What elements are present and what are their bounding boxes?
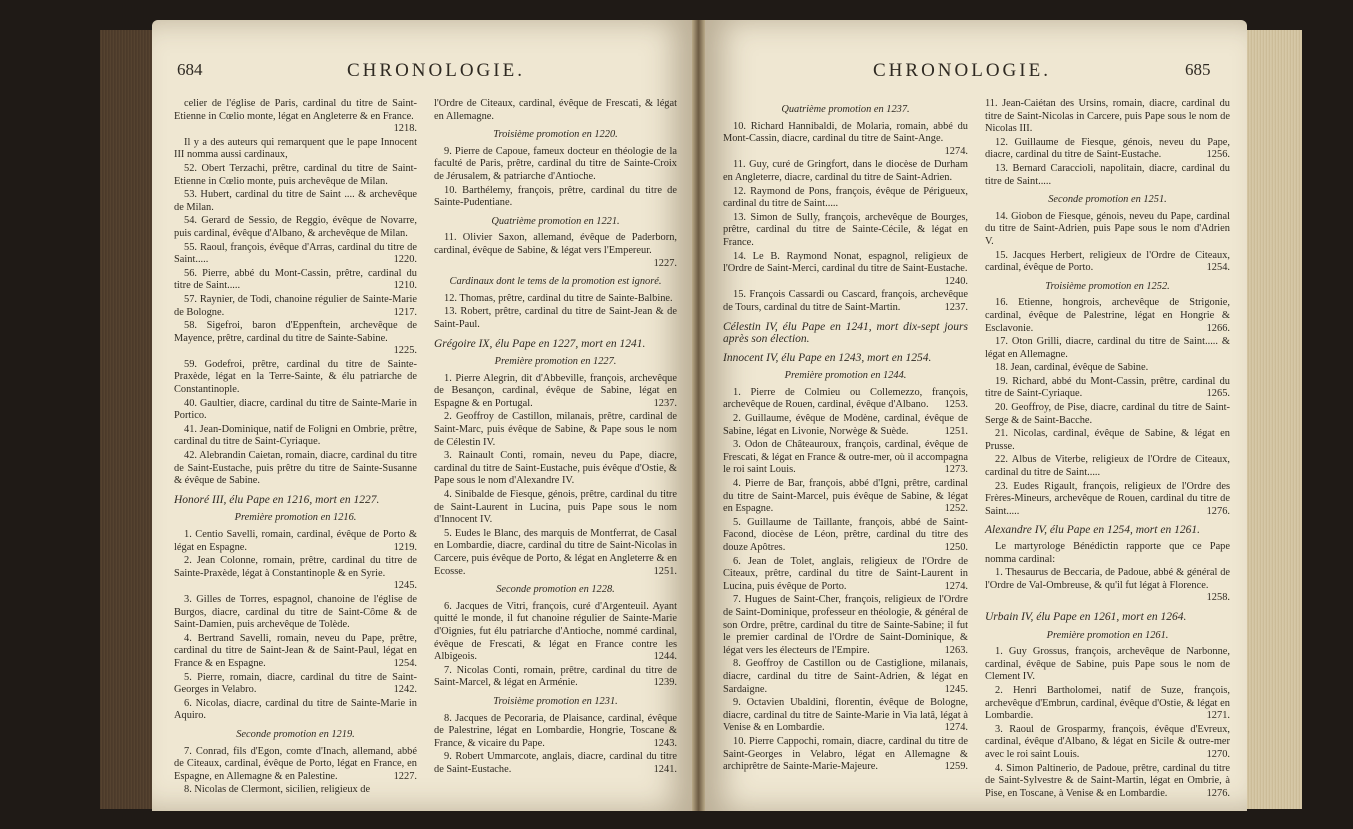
entry [434,665,677,690]
entry-text: 9. Octavien Ubaldini, florentin, évêque de Bologne, diacre, cardinal du titre de Sainte-Marie in Via latâ, légat à Venise & en Lombardie. [723,697,968,734]
entry [985,646,1230,684]
entry [174,746,417,784]
entry [723,658,968,696]
section-heading: Troisième promotion en 1252. [1045,280,1170,292]
entry [174,398,417,423]
entry-year: 1241. [653,763,677,775]
entry [174,784,417,797]
entry [434,146,677,184]
entry [723,289,968,314]
entry-text: Le martyrologe Bénédictin rapporte que ce Pape nomma cardinal: [985,541,1230,565]
entry-year: 1245. [944,683,968,695]
pope-heading: Célestin IV, élu Pape en 1241, mort dix-sept jours après son élection. [723,320,968,346]
entry-year: 1242. [393,684,417,696]
entry [434,450,677,488]
entry [434,98,677,123]
section-heading: Seconde promotion en 1251. [1048,194,1167,206]
entry-text: 12. Thomas, prêtre, cardinal du titre de Sainte-Balbine. [444,292,673,304]
entry [985,541,1230,566]
entry-text: 10. Richard Hannibaldi, de Molaria, romain, abbé du Mont-Cassin, diacre, cardinal du titre de Saint-Ange. [723,120,968,145]
page-header: CHRONOLOGIE. [347,60,525,81]
entry-year: 1251. [944,425,968,437]
pope-heading: Grégoire IX, élu Pape en 1227, mort en 1241. [434,337,646,350]
section-heading: Seconde promotion en 1228. [496,584,615,596]
entry-text: celier de l'église de Paris, cardinal du titre de Saint-Etienne in Cœlio monte, légat en Angleterre & en France. [174,98,417,122]
entry [434,751,677,776]
entry-text: 53. Hubert, cardinal du titre de Saint .... & archevêque de Milan. [174,189,417,213]
entry-text: 7. Hugues de Saint-Cher, françois, religieux de l'Ordre de Saint-Dominique, professeur en théologie, & général de son Ordre, prêtre, cardinal du titre de Sainte-Sabine; il fut le premier cardinal de l'Ordre de Saint-Dominique, & légat vers les électeurs de l'Empire. [723,594,968,656]
entry [174,698,417,723]
entry [723,697,968,735]
entry [434,411,677,449]
entry [723,556,968,594]
entry-text: 56. Pierre, abbé du Mont-Cassin, prêtre, cardinal du titre de Saint..... [174,267,417,292]
entry [174,450,417,488]
entry-text: 4. Bertrand Savelli, romain, neveu du Pape, prêtre, cardinal du titre de Saint-Jean & de Saint-Paul, légat en France & en Espagne. [174,632,417,669]
entry [985,98,1230,136]
entry-text: 4. Pierre de Bar, françois, abbé d'Igni, prêtre, cardinal du titre de Saint-Marcel, puis évêque de Sabine, & légat en Espagne. [723,478,968,515]
entry-text: 3. Rainault Conti, romain, neveu du Pape, diacre, cardinal du titre de Saint-Eustache, puis évêque d'Ostie, & Pape sous le nom d'Alexandre IV. [434,450,677,487]
entry [174,98,417,136]
entry-year: 1259. [944,761,968,773]
column-left [723,98,968,775]
entry-text: 6. Nicolas, diacre, cardinal du titre de Sainte-Marie in Aquiro. [174,697,417,722]
section-heading: Première promotion en 1227. [494,356,617,368]
entry-year: 1219. [393,541,417,553]
entry-text: 1. Pierre Alegrin, dit d'Abbeville, françois, archevêque de Besançon, cardinal, évêque de Sabine, légat en Espagne & en Portugal. [434,372,677,409]
entry-text: 41. Jean-Dominique, natif de Foligni en Ombrie, prêtre, cardinal du titre de Saint-Cyriaque. [174,423,417,448]
entry [985,376,1230,401]
entry-year: 1225. [393,345,417,357]
entry [985,402,1230,427]
entry-text: 11. Guy, curé de Gringfort, dans le diocèse de Durham en Angleterre, diacre, cardinal du titre de Saint-Adrien. [723,159,968,183]
entry-year: 1270. [1206,748,1230,760]
entry [985,163,1230,188]
entry-year: 1274. [944,580,968,592]
entry-year: 1254. [1206,262,1230,274]
entry [985,362,1230,375]
pope-heading: Urbain IV, élu Pape en 1261, mort en 1264. [985,610,1187,623]
entry-text: 5. Eudes le Blanc, des marquis de Montferrat, de Casal en Lombardie, diacre, cardinal du titre de Saint-Nicolas in Carcere, puis évêque de Porto, & légat en Angleterre & en Ecosse. [434,527,677,577]
entry [434,601,677,664]
entry-year: 1271. [1206,710,1230,722]
left-page [152,20,692,811]
entry [723,439,968,477]
entry [985,297,1230,335]
entry-year: 1252. [944,503,968,515]
entry-text: 13. Robert, prêtre, cardinal du titre de Saint-Jean & de Saint-Paul. [434,306,677,330]
entry-text: 10. Pierre Cappochi, romain, diacre, cardinal du titre de Saint-Georges in Velabro, légat en Allemagne & archiprêtre de Sainte-Marie-Majeure. [723,735,968,773]
entry-text: 2. Jean Colonne, romain, prêtre, cardinal du titre de Sainte-Praxède, légat à Constantinople & en Syrie. [174,555,417,579]
entry-text: 13. Bernard Caraccioli, napolitain, diacre, cardinal du titre de Saint..... [985,162,1230,187]
entry-text: 7. Conrad, fils d'Egon, comte d'Inach, allemand, abbé de Citeaux, cardinal, évêque de Porto, légat en France, en Espagne, en Allemagne & en Palestine. [174,745,417,782]
entry [985,250,1230,275]
entry [723,413,968,438]
entry [985,336,1230,361]
entry-text: 1. Pierre de Colmieu ou Collemezzo, françois, archevêque de Rouen, cardinal, évêque d'Albano. [723,386,968,411]
entry-text: 3. Raoul de Grosparmy, françois, évêque d'Evreux, cardinal, évêque d'Albano, & légat en Sicile & outre-mer avec le roi saint Louis. [985,723,1230,760]
section-heading: Première promotion en 1244. [784,370,907,382]
entry [723,387,968,412]
entry-year: 1217. [393,306,417,318]
entry [985,763,1230,801]
section-heading: Cardinaux dont le tems de la promotion est ignoré. [449,276,662,288]
entry-year: 1276. [1206,787,1230,799]
entry-text: 10. Barthélemy, françois, prêtre, cardinal du titre de Sainte-Pudentiane. [434,184,677,209]
entry [174,633,417,671]
entry-year: 1210. [393,280,417,292]
entry [174,672,417,697]
entry-text: 16. Etienne, hongrois, archevêque de Strigonie, cardinal, évêque de Palestrine, légat en Hongrie & Esclavonie. [985,297,1230,334]
entry-text: 4. Simon Paltinerio, de Padoue, prêtre, cardinal du titre de Saint-Sylvestre & de Saint-Martin, légat en Ombrie, à Pise, en Toscane, à Venise & en Lombardie. [985,762,1230,799]
entry [174,137,417,162]
entry [434,489,677,527]
entry [723,736,968,774]
pope-heading: Honoré III, élu Pape en 1216, mort en 1227. [174,493,380,506]
column-left [174,98,417,798]
entry [174,555,417,593]
entry [174,268,417,293]
entry-text: 15. Jacques Herbert, religieux de l'Ordre de Citeaux, cardinal, évêque de Porto. [985,249,1230,274]
entry-year: 1253. [944,399,968,411]
entry-year: 1237. [653,397,677,409]
entry-text: 52. Obert Terzachi, prêtre, cardinal du titre de Saint-Etienne in Cœlio monte, puis archevêque de Milan. [174,162,417,187]
entry-year: 1256. [1206,149,1230,161]
entry-text: 1. Thesaurus de Beccaria, de Padoue, abbé & général de l'Ordre de Val-Ombreuse, & qu'il fut légat à Florence. [985,567,1230,591]
entry [723,478,968,516]
entry [434,306,677,331]
entry [723,517,968,555]
entry-text: 4. Sinibalde de Fiesque, génois, prêtre, cardinal du titre de Saint-Laurent in Lucina, puis Pape sous le nom d'Innocent IV. [434,489,677,526]
entry-text: 5. Guillaume de Taillante, françois, abbé de Saint-Facond, diocèse de Léon, prêtre, cardinal du titre des douze Apôtres. [723,516,968,553]
entry-text: 11. Jean-Caiétan des Ursins, romain, diacre, cardinal du titre de Saint-Nicolas in Carcere, puis Pape sous le nom de Nicolas III. [985,98,1230,135]
column-right [985,98,1230,801]
entry-text: 22. Albus de Viterbe, religieux de l'Ordre de Citeaux, cardinal du titre de Saint..... [985,454,1230,479]
section-heading: Première promotion en 1261. [1046,629,1169,641]
entry [174,242,417,267]
entry-year: 1263. [944,644,968,656]
entry [985,685,1230,723]
entry-text: 9. Pierre de Capoue, fameux docteur en théologie de la faculté de Paris, prêtre, cardinal du titre de Sainte-Croix de Jérusalem, & patriarche d'Antioche. [434,145,677,182]
entry-text: 19. Richard, abbé du Mont-Cassin, prêtre, cardinal du titre de Saint-Cyriaque. [985,375,1230,400]
page-number: 684 [177,60,203,79]
entry-text: 2. Henri Bartholomei, natif de Suze, françois, archevêque d'Embrun, cardinal, évêque d'Ostie, & légat en Lombardie. [985,684,1230,722]
entry [434,713,677,751]
entry [434,232,677,270]
entry [723,121,968,159]
entry-text: 5. Pierre, romain, diacre, cardinal du titre de Saint-Georges in Velabro. [174,671,417,696]
entry [985,428,1230,453]
entry-text: 14. Giobon de Fiesque, génois, neveu du Pape, cardinal du titre de Saint-Adrien, puis Pape sous le nom d'Adrien V. [985,210,1230,247]
book-edge-left [100,30,152,809]
entry-year: 1258. [1206,592,1230,604]
entry [985,567,1230,605]
entry-text: 7. Nicolas Conti, romain, prêtre, cardinal du titre de Saint-Marcel, & légat en Arménie. [434,664,677,689]
entry-text: 55. Raoul, françois, évêque d'Arras, cardinal du titre de Saint..... [174,241,417,266]
entry [985,454,1230,479]
entry-year: 1227. [653,257,677,269]
entry [723,159,968,184]
entry [434,373,677,411]
book-gutter [692,20,705,811]
entry [723,251,968,289]
section-heading: Troisième promotion en 1231. [493,695,618,707]
entry [174,320,417,358]
entry-text: 6. Jacques de Vitri, françois, curé d'Argenteuil. Ayant quitté le monde, il fut chanoine régulier de Sainte-Marie d'Oignies, fut élu patriarche d'Antioche, nommé cardinal, évêque de Frescati, & légat en France contre les Albigeois. [434,600,677,663]
entry [174,424,417,449]
entry-text: 13. Simon de Sully, françois, archevêque de Bourges, prêtre, cardinal du titre de Sainte-Cécile, & légat en France. [723,211,968,248]
entry-text: 59. Godefroi, prêtre, cardinal du titre de Sainte-Praxède, légat en la Terre-Sainte, & élu patriarche de Constantinople. [174,358,417,396]
section-heading: Quatrième promotion en 1221. [491,215,620,227]
entry-text: 8. Geoffroy de Castillon ou de Castiglione, milanais, diacre, cardinal du titre de Saint-Adrien, & légat en Sardaigne. [723,658,968,695]
section-heading: Quatrième promotion en 1237. [781,104,910,115]
entry-year: 1276. [1206,505,1230,517]
entry-text: 11. Olivier Saxon, allemand, évêque de Paderborn, cardinal, évêque de Sabine, & légat vers l'Empereur. [434,232,677,256]
entry-year: 1273. [944,464,968,476]
section-heading: Troisième promotion en 1220. [493,129,618,141]
entry-year: 1250. [944,542,968,553]
right-page [705,20,1247,811]
page-number: 685 [1185,60,1211,79]
entry-text: 2. Guillaume, évêque de Modène, cardinal, évêque de Sabine, légat en Livonie, Norwège & Suède. [723,413,968,437]
entry [434,185,677,210]
pope-heading: Innocent IV, élu Pape en 1243, mort en 1254. [723,351,932,364]
entry-text: 9. Robert Ummarcote, anglais, diacre, cardinal du titre de Saint-Eustache. [434,751,677,775]
entry-year: 1274. [944,145,968,157]
entry-text: 57. Raynier, de Todi, chanoine régulier de Sainte-Marie de Bologne. [174,293,417,318]
entry-text: 42. Alebrandin Caietan, romain, diacre, cardinal du titre de Saint-Eustache, puis prêtre du titre de Sainte-Susanne & évêque de Sabine. [174,450,417,487]
entry [985,481,1230,519]
entry [174,294,417,319]
entry-year: 1239. [653,677,677,689]
entry-text: 3. Gilles de Torres, espagnol, chanoine de l'église de Burgos, diacre, cardinal du titre de Saint-Côme & de Saint-Damien, puis archevêque de Tolède. [174,593,417,631]
entry-year: 1244. [653,651,677,663]
entry [723,212,968,250]
entry [174,594,417,632]
entry-text: l'Ordre de Citeaux, cardinal, évêque de Frescati, & légat en Allemagne. [434,98,677,122]
entry [723,594,968,657]
entry-text: 58. Sigefroi, baron d'Eppenftein, archevêque de Mayence, prêtre, cardinal du titre de Sainte-Sabine. [174,320,417,344]
entry-year: 1227. [393,770,417,782]
entry [434,293,677,306]
entry-text: 1. Centio Savelli, romain, cardinal, évêque de Porto & légat en Espagne. [174,529,417,553]
entry-text: 17. Oton Grilli, diacre, cardinal du titre de Saint..... & légat en Allemagne. [985,336,1230,360]
entry [174,359,417,397]
entry-text: 20. Geoffroy, de Pise, diacre, cardinal du titre de Saint-Serge & de Saint-Bacche. [985,402,1230,426]
entry-year: 1254. [393,657,417,669]
entry-year: 1274. [944,722,968,734]
entry-text: 54. Gerard de Sessio, de Reggio, évêque de Novarre, puis cardinal, évêque d'Albano, & archevêque de Milan. [174,215,417,239]
entry-year: 1220. [393,254,417,266]
entry-year: 1218. [393,123,417,135]
entry-year: 1245. [393,580,417,592]
entry-year: 1240. [944,275,968,287]
entry-text: 3. Odon de Châteauroux, françois, cardinal, évêque de Frescati, & légat en France & outre-mer, où il accompagna le roi saint Louis. [723,439,968,476]
entry-text: 12. Raymond de Pons, françois, évêque de Périgueux, cardinal du titre de Saint..... [723,185,968,210]
entry-year: 1237. [944,301,968,313]
entry-text: 18. Jean, cardinal, évêque de Sabine. [995,362,1149,374]
entry [174,163,417,188]
entry [174,189,417,214]
entry [985,724,1230,762]
entry [985,137,1230,162]
entry-text: 8. Jacques de Pecoraria, de Plaisance, cardinal, évêque de Palestrine, légat en Lombardie, Hongrie, Toscane & France, & vicaire du Pape. [434,712,677,749]
entry-text: 6. Jean de Tolet, anglais, religieux de l'Ordre de Citeaux, prêtre, cardinal du titre de Saint-Laurent in Lucina, puis évêque de Porto. [723,555,968,592]
entry-text: 12. Guillaume de Fiesque, génois, neveu du Pape, diacre, cardinal du titre de Saint-Eustache. [985,136,1230,161]
entry-year: 1251. [653,565,677,577]
entry-text: 2. Geoffroy de Castillon, milanais, prêtre, cardinal de Saint-Marc, puis évêque de Sabine, & Pape sous le nom de Célestin IV. [434,411,677,448]
pope-heading: Alexandre IV, élu Pape en 1254, mort en 1261. [985,524,1200,537]
entry-year: 1265. [1206,388,1230,400]
entry [723,186,968,211]
entry [174,529,417,554]
page-header: CHRONOLOGIE. [873,60,1051,81]
entry [434,528,677,578]
entry [985,211,1230,249]
entry [174,215,417,240]
column-right [434,98,677,778]
entry-text: 40. Gaultier, diacre, cardinal du titre de Sainte-Marie in Portico. [174,397,417,422]
entry-year: 1266. [1206,322,1230,334]
entry-text: Il y a des auteurs qui remarquent que le pape Innocent III nomma aussi cardinaux, [174,136,417,161]
entry-text: 14. Le B. Raymond Nonat, espagnol, religieux de l'Ordre de Saint-Merci, cardinal du titre de Saint-Eustache. [723,250,968,275]
section-heading: Première promotion en 1216. [234,512,357,524]
entry-text: 8. Nicolas de Clermont, sicilien, religieux de [184,784,371,796]
section-heading: Seconde promotion en 1219. [236,728,355,740]
entry-text: 23. Eudes Rigault, françois, religieux de l'Ordre des Frères-Mineurs, archevêque de Rouen, cardinal du titre de Saint..... [985,480,1230,517]
entry-text: 1. Guy Grossus, françois, archevêque de Narbonne, cardinal, évêque de Sabine, puis Pape sous le nom de Clement IV. [985,646,1230,683]
entry-text: 15. François Cassardi ou Cascard, françois, archevêque de Tours, cardinal du titre de Saint-Martin. [723,289,968,313]
entry-text: 21. Nicolas, cardinal, évêque de Sabine, & légat en Prusse. [985,428,1230,452]
entry-year: 1243. [653,737,677,749]
book-edge-right [1247,30,1302,809]
